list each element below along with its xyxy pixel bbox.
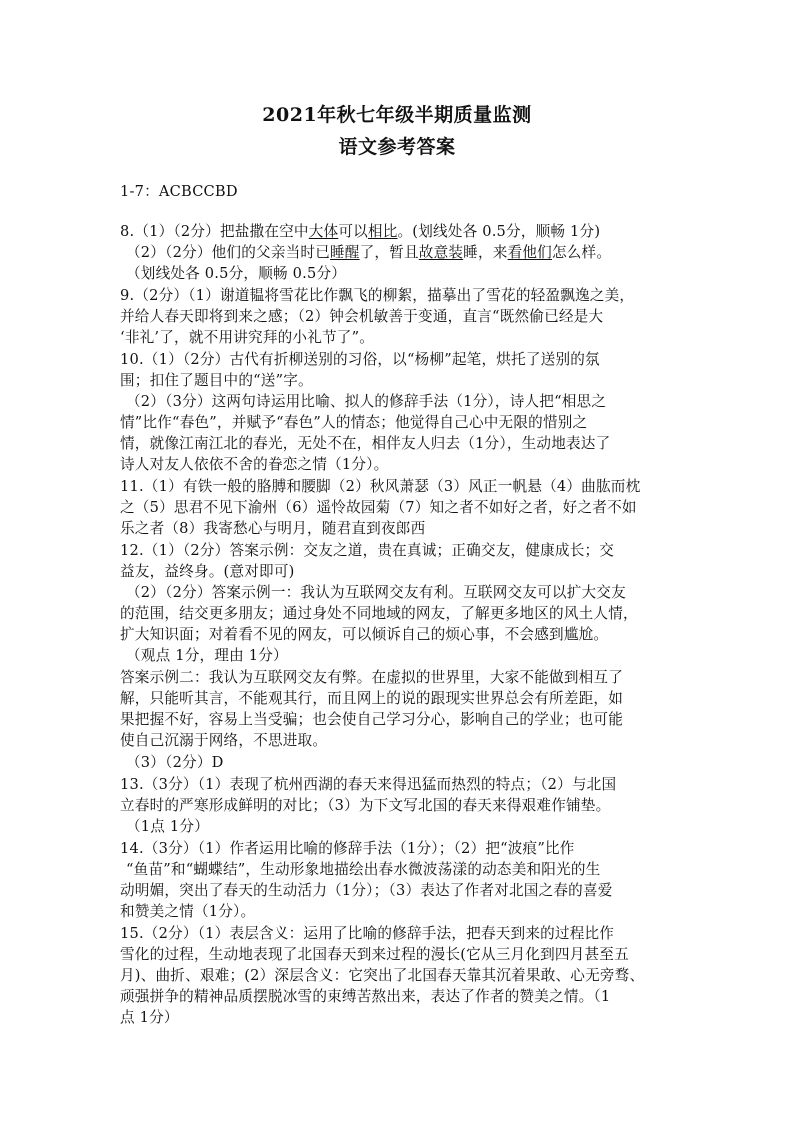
answer-line: 雪化的过程，生动地表现了北国春天到来过程的漫长(它从三月化到四月甚至五 xyxy=(120,946,629,963)
answer-line: （2）（2分）答案示例一：我认为互联网交友有利。互联网交友可以扩大交友 xyxy=(126,584,626,601)
answer-line: 动明媚，突出了春天的生动活力（1分）；（3）表达了作者对北国之春的喜爱 xyxy=(120,882,613,899)
answer-line: 立春时的严寒形成鲜明的对比；（3）为下文写北国的春天来得艰难作铺垫。 xyxy=(120,797,611,814)
answer-line: 的范围，结交更多朋友；通过身处不同地域的网友，了解更多地区的风土人情， xyxy=(120,605,638,622)
answer-line: 扩大知识面；对着看不见的网友，可以倾诉自己的烦心事，不会感到尴尬。 xyxy=(120,626,609,643)
answer-line: 围；扣住了题目中的“送”字。 xyxy=(120,372,313,389)
underlined-phrase: 大体 xyxy=(308,223,339,240)
answer-line: 使自己沉溺于网络，不思进取。 xyxy=(120,732,328,749)
answer-line: 答案示例二：我认为互联网交友有弊。在虚拟的世界里，大家不能做到相互了 xyxy=(120,669,623,686)
answer-line-underlined-text: 8.（1）（2分）把盐撒在空中大体可以相比。(划线处各 0.5分，顺畅 1分) xyxy=(120,223,601,240)
answer-line: 9.（2分）（1）谢道韫将雪花比作飘飞的柳絮，描摹出了雪花的轻盈飘逸之美， xyxy=(120,287,635,304)
answer-line: 14.（3分）（1）作者运用比喻的修辞手法（1分）；（2）把“波痕”比作 xyxy=(120,840,575,857)
answer-line: （2）（3分）这两句诗运用比喻、拟人的修辞手法（1分），诗人把“相思之 xyxy=(126,393,607,410)
answer-line: ‘非礼’了，就不用讲究拜的小礼节了”。 xyxy=(120,329,375,346)
answer-line: 和赞美之情（1分）。 xyxy=(120,903,256,920)
page-title: 2021年秋七年级半期质量监测 xyxy=(262,104,532,126)
underlined-phrase: 睡醒 xyxy=(330,244,360,261)
answer-line: “鱼苗”和“蝴蝶结”，生动形象地描绘出春水微波荡漾的动态美和阳光的生 xyxy=(126,861,601,878)
answer-line: 之（5）思君不见下渝州（6）遥怜故园菊（7）知之者不如好之者，好之者不如 xyxy=(120,499,637,516)
answer-line: 乐之者（8）我寄愁心与明月，随君直到夜郎西 xyxy=(120,520,426,537)
underlined-phrase: 他们 xyxy=(522,244,552,261)
answer-line: 1-7：ACBCCBD xyxy=(120,183,238,200)
underlined-phrase: 看 xyxy=(507,244,523,261)
answer-line: （观点 1分，理由 1分） xyxy=(126,647,288,664)
answer-line: 12.（1）（2分）答案示例：交友之道，贵在真诚；正确交友，健康成长；交 xyxy=(120,542,615,559)
answer-line: 解，只能听其言，不能观其行，而且网上的说的跟现实世界总会有所差距，如 xyxy=(120,690,623,707)
answer-line: （划线处各 0.5分，顺畅 0.5分） xyxy=(126,265,347,282)
answer-line: （3）（2分）D xyxy=(126,754,224,771)
answer-line-underlined xyxy=(126,242,611,263)
answer-line: （1点 1分） xyxy=(126,818,209,835)
answer-line: 诗人对友人依依不舍的眷恋之情（1分）。 xyxy=(120,456,389,473)
answer-line: 情，就像江南江北的春光，无处不在，相伴友人归去（1分），生动地表达了 xyxy=(120,435,611,452)
answer-line: 13.（3分）（1）表现了杭州西湖的春天来得迅猛而热烈的特点；（2）与北国 xyxy=(120,776,617,793)
answer-line: 顽强拼争的精神品质摆脱冰雪的束缚苦熬出来，表达了作者的赞美之情。（1 xyxy=(120,988,611,1005)
answer-line-underlined xyxy=(120,221,600,242)
answer-line: 情”比作“春色”，并赋予“春色”人的情态；他觉得自己心中无限的惜别之 xyxy=(120,414,588,431)
answer-line: 11.（1）有铁一般的胳膊和腰脚（2）秋风萧瑟（3）风正一帆悬（4）曲肱而枕 xyxy=(120,478,641,495)
answer-line: 益友，益终身。(意对即可) xyxy=(120,563,295,580)
answer-line: 果把握不好，容易上当受骗；也会使自己学习分心，影响自己的学业；也可能 xyxy=(120,711,623,728)
answer-line: 15.（2分）（1）表层含义：运用了比喻的修辞手法，把春天到来的过程比作 xyxy=(120,925,615,942)
page-subtitle: 语文参考答案 xyxy=(338,136,456,158)
answer-line: 并给人春天即将到来之感；（2）钟会机敏善于变通，直言“既然偷已经是大 xyxy=(120,308,604,325)
answer-line: 10.（1）（2分）古代有折柳送别的习俗，以“杨柳”起笔，烘托了送别的氛 xyxy=(120,351,600,368)
answer-line-underlined-text: （2）（2分）他们的父亲当时已睡醒了，暂且故意装睡，来看他们怎么样。 xyxy=(126,244,612,261)
underlined-phrase: 相比 xyxy=(367,223,398,240)
answer-line: 月)、曲折、艰难；(2）深层含义：它突出了北国春天靠其沉着果敢、心无旁骛、 xyxy=(120,967,645,984)
underlined-phrase: 故意装 xyxy=(418,244,464,261)
answer-line: 点 1分） xyxy=(120,1009,179,1026)
